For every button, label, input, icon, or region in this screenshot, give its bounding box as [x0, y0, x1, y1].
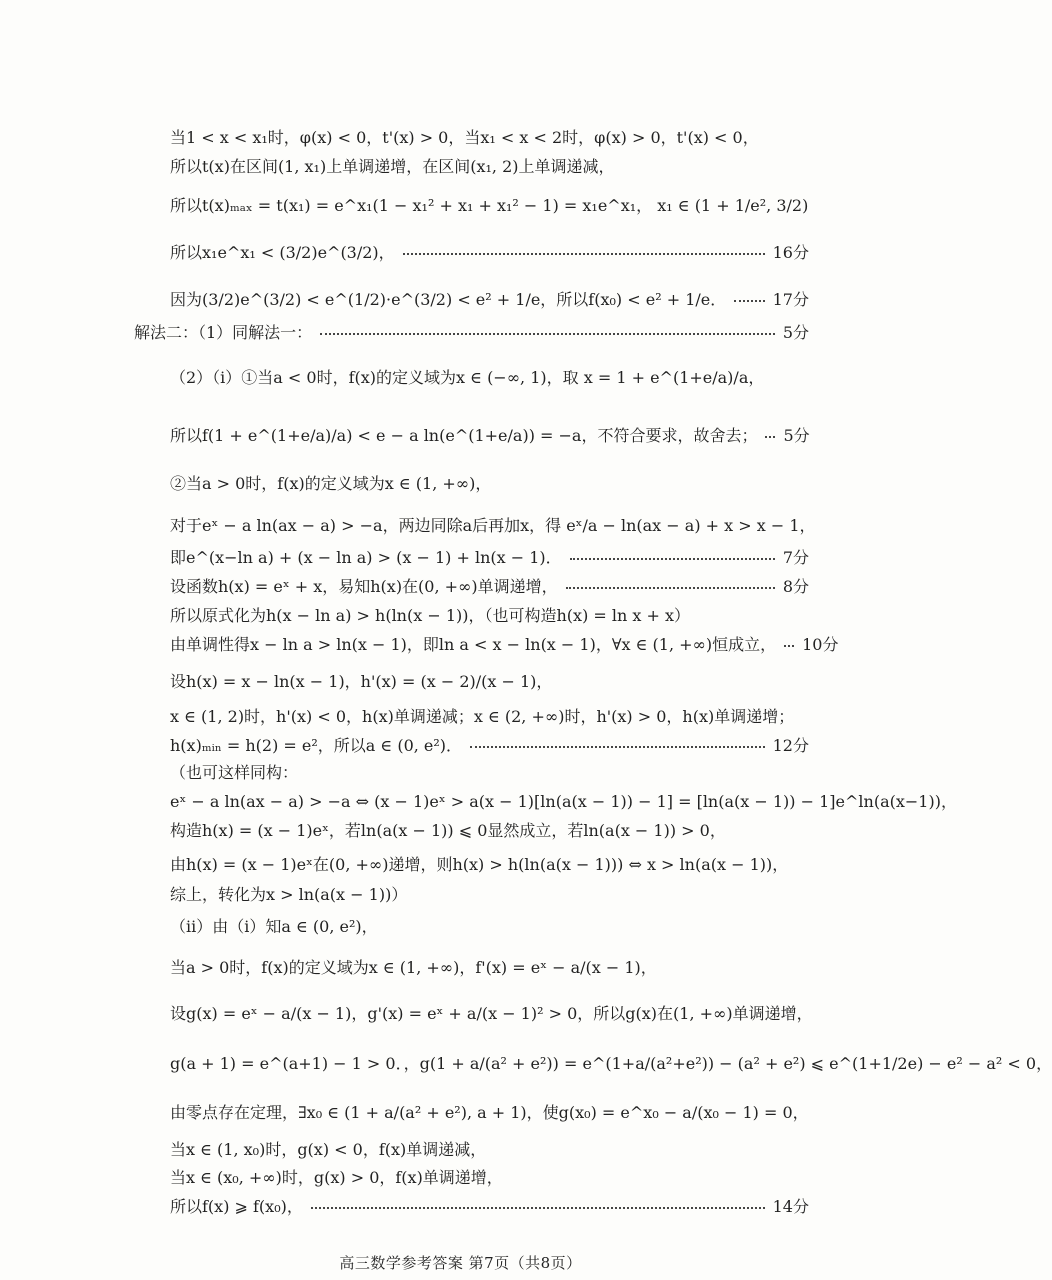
solution-line [170, 426, 809, 446]
solution-line [170, 885, 809, 905]
score-mark: 10分 [802, 635, 839, 654]
line-text: 由单调性得x − ln a > ln(x − 1)，即ln a < x − ln(x − 1)，∀x ∈ (1, +∞)恒成立， [170, 635, 777, 654]
solution-line [170, 672, 809, 692]
solution-line [170, 821, 809, 841]
line-text: 当1 < x < x₁时，φ(x) < 0，t'(x) > 0，当x₁ < x < 2时，φ(x) > 0，t'(x) < 0， [170, 128, 759, 147]
dot-leader [570, 556, 775, 560]
solution-line [170, 1004, 813, 1024]
line-text: x ∈ (1, 2)时，h'(x) < 0，h(x)单调递减；x ∈ (2, +∞)时，h'(x) > 0，h(x)单调递增； [170, 707, 795, 726]
dot-leader [784, 643, 794, 647]
solution-line [170, 763, 809, 783]
score-mark: 12分 [772, 736, 809, 755]
line-text: 当x ∈ (1, x₀)时，g(x) < 0，f(x)单调递减， [170, 1140, 487, 1159]
solution-line [170, 736, 809, 756]
solution-line [170, 1103, 809, 1123]
score-mark: 14分 [772, 1197, 809, 1216]
solution-line [170, 1168, 809, 1188]
dot-leader [403, 251, 765, 255]
line-text: 所以f(x) ⩾ f(x₀)， [170, 1197, 303, 1216]
solution-line [170, 958, 809, 978]
dot-leader [320, 331, 775, 335]
solution-line [170, 606, 809, 626]
line-text: 所以t(x)在区间(1, x₁)上单调递增，在区间(x₁, 2)上单调递减， [170, 157, 615, 176]
line-text: 设h(x) = x − ln(x − 1)，h'(x) = (x − 2)/(x − 1)， [170, 672, 553, 691]
page-footer: 高三数学参考答案 第7页（共8页） [339, 1254, 582, 1272]
score-mark: 5分 [782, 323, 809, 342]
score-mark: 17分 [772, 290, 809, 309]
solution-line [170, 474, 809, 494]
solution-line [134, 323, 809, 343]
line-text: 即e^(x−ln a) + (x − ln a) > (x − 1) + ln(x − 1)． [170, 548, 562, 567]
solution-line [170, 516, 816, 536]
score-mark: 16分 [772, 243, 809, 262]
solution-line [170, 290, 809, 310]
solution-line [170, 1197, 809, 1217]
dot-leader [566, 585, 775, 589]
line-text: 因为(3/2)e^(3/2) < e^(1/2)·e^(3/2) < e² + 1/e，所以f(x₀) < e² + 1/e． [170, 290, 727, 309]
score-mark: 5分 [783, 426, 810, 445]
line-text: 对于eˣ − a ln(ax − a) > −a，两边同除a后再加x，得 eˣ/a − ln(ax − a) + x > x − 1， [170, 516, 816, 535]
line-text: 所以原式化为h(x − ln a) > h(ln(x − 1))，（也可构造h(x) = ln x + x） [170, 606, 691, 625]
line-text: 由h(x) = (x − 1)eˣ在(0, +∞)递增，则h(x) > h(ln(a(x − 1))) ⇔ x > ln(a(x − 1))， [170, 855, 789, 874]
solution-line [170, 917, 809, 937]
solution-line [170, 196, 809, 216]
score-mark: 7分 [782, 548, 809, 567]
solution-line [170, 128, 809, 148]
solution-line [170, 548, 809, 568]
line-text: 设g(x) = eˣ − a/(x − 1)，g'(x) = eˣ + a/(x − 1)² > 0，所以g(x)在(1, +∞)单调递增， [170, 1004, 813, 1023]
line-text: 综上，转化为x > ln(a(x − 1))） [170, 885, 408, 904]
dot-leader [765, 434, 775, 438]
solution-line [170, 577, 809, 597]
line-text: eˣ − a ln(ax − a) > −a ⇔ (x − 1)eˣ > a(x − 1)[ln(a(x − 1)) − 1] = [ln(a(x − 1)) − 1]e^ln(a(x−1))， [170, 792, 957, 811]
solution-line [170, 792, 957, 812]
solution-line [170, 157, 809, 177]
dot-leader [311, 1205, 765, 1209]
solution-line [170, 1140, 809, 1160]
dot-leader [734, 298, 764, 302]
dot-leader [470, 744, 765, 748]
solution-line [170, 635, 839, 655]
line-text: 所以f(1 + e^(1+e/a)/a) < e − a ln(e^(1+e/a)) = −a，不符合要求，故舍去； [170, 426, 758, 445]
line-text: 当x ∈ (x₀, +∞)时，g(x) > 0，f(x)单调递增， [170, 1168, 503, 1187]
line-text: 设函数h(x) = eˣ + x，易知h(x)在(0, +∞)单调递增， [170, 577, 558, 596]
line-text: 由零点存在定理，∃x₀ ∈ (1 + a/(a² + e²), a + 1)，使g(x₀) = e^x₀ − a/(x₀ − 1) = 0， [170, 1103, 809, 1122]
line-text: 构造h(x) = (x − 1)eˣ，若ln(a(x − 1)) ⩽ 0显然成立，若ln(a(x − 1)) > 0， [170, 821, 726, 840]
line-text: ②当a > 0时，f(x)的定义域为x ∈ (1, +∞)， [170, 474, 492, 493]
solution-line [170, 1054, 1052, 1074]
line-text: 所以x₁e^x₁ < (3/2)e^(3/2)， [170, 243, 395, 262]
solution-line [170, 368, 809, 388]
score-mark: 8分 [782, 577, 809, 596]
line-text: g(a + 1) = e^(a+1) − 1 > 0．，g(1 + a/(a² + e²)) = e^(1+a/(a²+e²)) − (a² + e²) ⩽ e^(1+1/2e) − e² − a² < 0， [170, 1054, 1052, 1073]
line-text: （2）（i）①当a < 0时，f(x)的定义域为x ∈ (−∞, 1)，取 x = 1 + e^(1+e/a)/a， [170, 368, 765, 387]
solution-line [170, 707, 809, 727]
line-text: 解法二：（1）同解法一： [134, 323, 313, 342]
line-text: （ii）由（i）知a ∈ (0, e²)， [170, 917, 378, 936]
line-text: （也可这样同构： [170, 763, 299, 782]
solution-line [170, 855, 809, 875]
line-text: 所以t(x)ₘₐₓ = t(x₁) = e^x₁(1 − x₁² + x₁ + x₁² − 1) = x₁e^x₁， x₁ ∈ (1 + 1/e², 3/2) [170, 196, 809, 215]
line-text: h(x)ₘᵢₙ = h(2) = e²，所以a ∈ (0, e²)． [170, 736, 463, 755]
line-text: 当a > 0时，f(x)的定义域为x ∈ (1, +∞)，f'(x) = eˣ − a/(x − 1)， [170, 958, 657, 977]
solution-line [170, 243, 809, 263]
